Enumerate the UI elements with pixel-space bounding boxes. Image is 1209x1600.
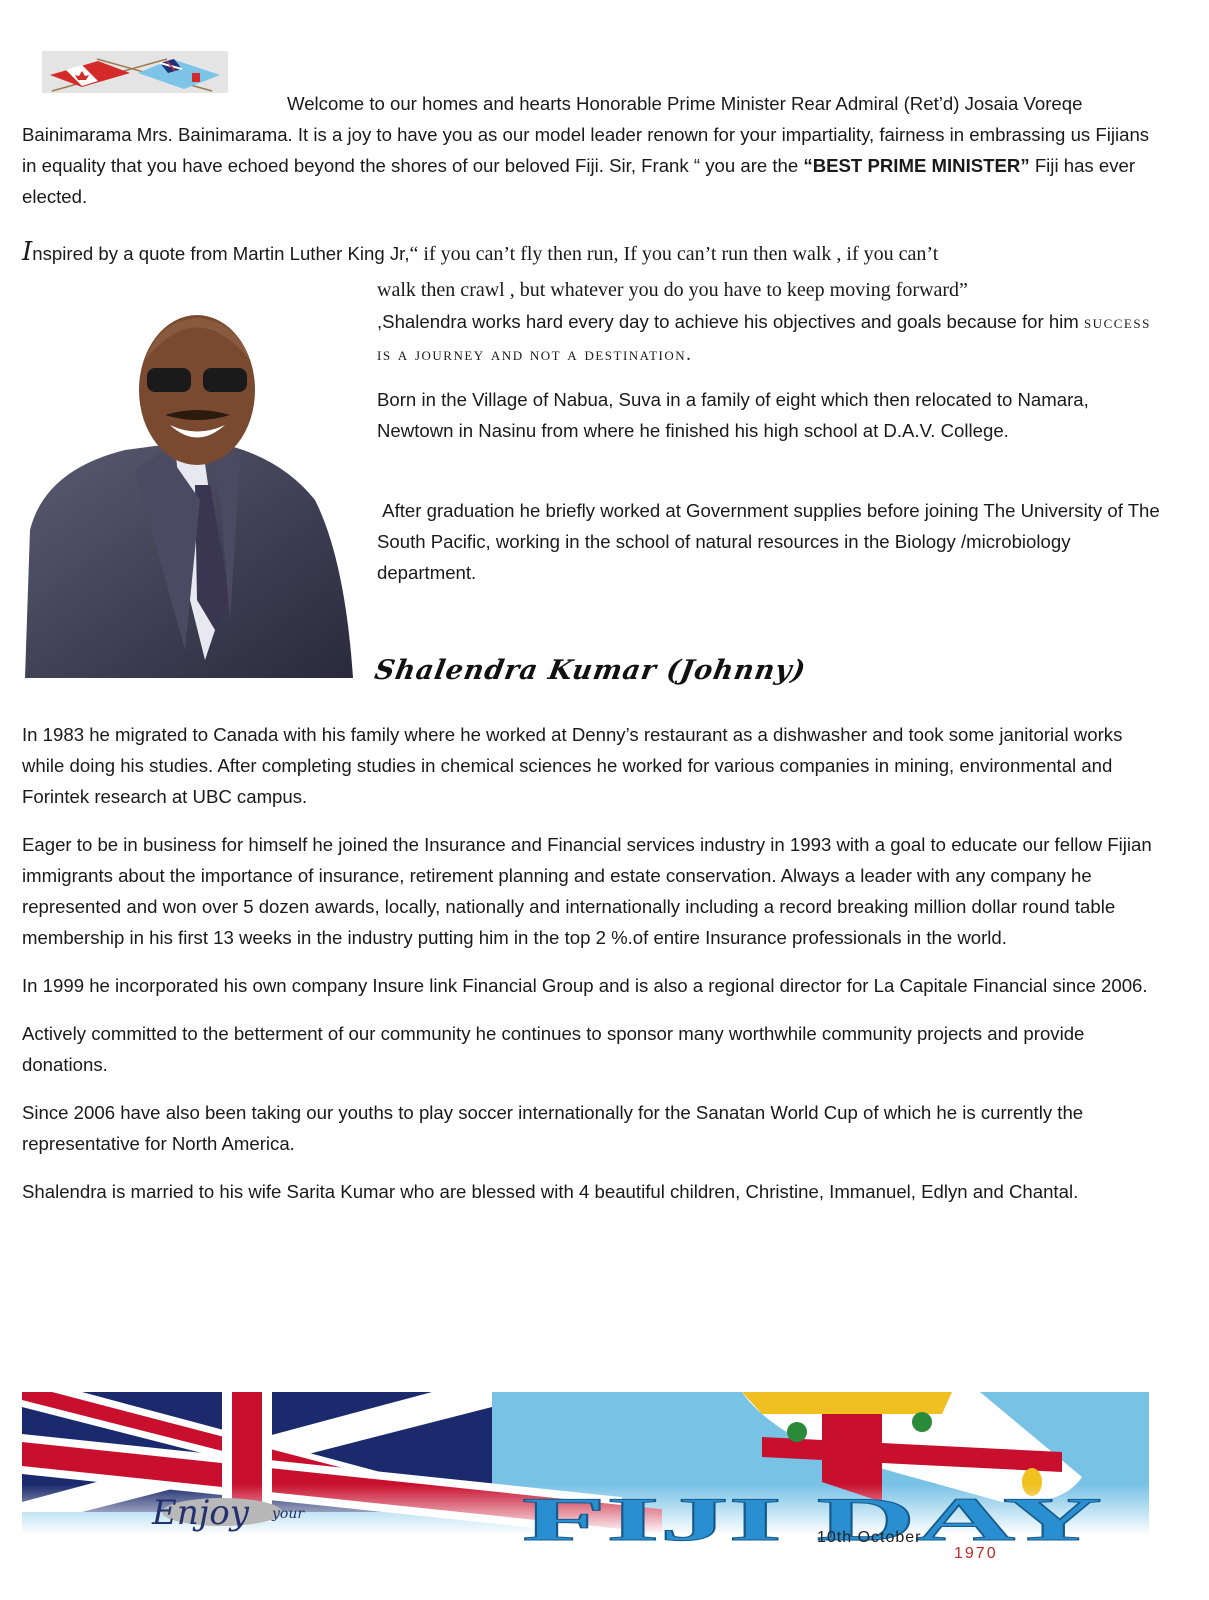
best-prime-minister-text: “BEST PRIME MINISTER” <box>803 155 1030 176</box>
bio-paragraph: Eager to be in business for himself he joined the Insurance and Financial services industry in 1993 with a goal to educate our fellow Fijian immigrants about the importance of insurance, retirement planning and estate conservation. Always a leader with any company he represented and won over 5 dozen awards, locally, nationally and internationally including a record breaking million dollar round table membership in his first 13 weeks in the industry putting him in the top 2 %.of entire Insurance professionals in the world. <box>22 834 1152 948</box>
signature-name: Shalendra Kumar (Johnny) <box>372 655 809 686</box>
quote-first-line <box>22 237 1182 270</box>
banner-year: 1970 <box>954 1545 998 1560</box>
quote-line-1: “ if you can’t fly then run, If you can’t run then walk , if you can’t <box>409 243 939 265</box>
crossed-flags-image <box>42 51 228 93</box>
quote-paragraph <box>377 274 1167 370</box>
dropcap-letter: I <box>22 237 33 267</box>
banner-date: 10th October <box>817 1529 922 1546</box>
banner-enjoy-text: Enjoy <box>152 1493 249 1533</box>
graduation-paragraph: After graduation he briefly worked at Government supplies before joining The University of The South Pacific, working in the school of natural resources in the Biology /microbiology department. <box>377 500 1165 583</box>
banner-your-text: your <box>272 1506 305 1522</box>
objectives-text: ,Shalendra works hard every day to achieve his objectives and goals because for him <box>377 311 1084 332</box>
fiji-day-banner <box>22 1392 1149 1560</box>
bio-paragraph: Actively committed to the betterment of our community he continues to sponsor many worthwhile community projects and provide donations. <box>22 1023 1085 1075</box>
success-motto: success is a journey and not a destination. <box>377 312 1151 365</box>
portrait-photo <box>25 300 353 678</box>
bio-paragraph: In 1983 he migrated to Canada with his family where he worked at Denny’s restaurant as a dishwasher and took some janitorial works while doing his studies. After completing studies in chemical sciences he worked for various companies in mining, environmental and Forintek research at UBC campus. <box>22 724 1123 807</box>
inspired-text: nspired by a quote from Martin Luther King Jr, <box>32 243 410 264</box>
bio-paragraph: Since 2006 have also been taking our youths to play soccer internationally for the Sanatan World Cup of which he is currently the representative for North America. <box>22 1102 1084 1154</box>
biography-body <box>22 719 1152 1224</box>
bio-paragraph: In 1999 he incorporated his own company Insure link Financial Group and is also a regional director for La Capitale Financial since 2006. <box>22 975 1148 996</box>
welcome-text: Welcome to our homes and hearts Honorable Prime Minister Rear Admiral (Ret’d) Josaia Voreqe Bainimarama Mrs. Bainimarama. It is a joy to have you as our model leader renown for your impartiality, fairness in embrassing us Fijians in equality that you have echoed beyond the shores of our beloved Fiji. Sir, Frank “ you are the <box>22 93 1150 176</box>
quote-line-2: walk then crawl , but whatever you do you have to keep moving forward” <box>377 279 968 301</box>
welcome-end-text: Fiji has ever elected. <box>22 155 1136 207</box>
bio-paragraph: Shalendra is married to his wife Sarita Kumar who are blessed with 4 beautiful children, Christine, Immanuel, Edlyn and Chantal. <box>22 1181 1079 1202</box>
banner-title: FIJI DAY <box>522 1486 1102 1554</box>
birth-paragraph: Born in the Village of Nabua, Suva in a family of eight which then relocated to Namara, Newtown in Nasinu from where he finished his high school at D.A.V. College. <box>377 389 1089 441</box>
welcome-paragraph <box>22 88 1152 212</box>
